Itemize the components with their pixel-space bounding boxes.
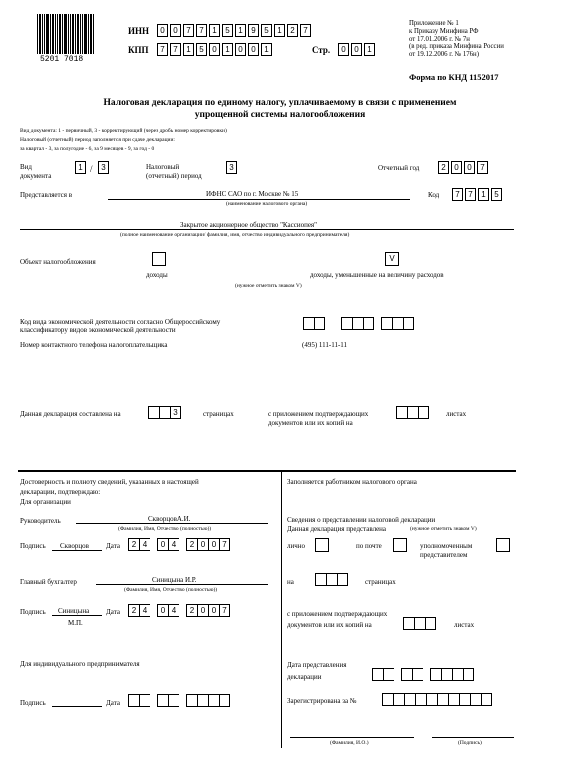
head-signature[interactable]: Скворцов — [60, 542, 89, 550]
registered-cell[interactable] — [382, 693, 393, 706]
head-sign-label: Подпись — [20, 542, 46, 550]
submitted-label: Представляется в — [20, 191, 73, 199]
appendix-line: к Приказу Минфина РФ — [409, 27, 479, 35]
accountant-date-cell[interactable]: 0 — [197, 604, 208, 617]
ip-date-cell[interactable] — [128, 694, 139, 707]
ip-sign-label: Подпись — [20, 699, 46, 707]
signature-caption: (Подпись) — [458, 740, 482, 746]
okved-group1[interactable] — [303, 317, 325, 330]
pages-suffix: страницах — [203, 410, 234, 418]
ip-date-cell[interactable] — [157, 694, 168, 707]
object-caption: (нужное отметить знаком V) — [235, 283, 302, 289]
pages-prefix: Данная декларация составлена на — [20, 410, 121, 418]
barcode-number: 5201 7018 — [40, 55, 84, 64]
info-caption: (нужное отметить знаком V) — [410, 526, 477, 532]
kpp-cell[interactable]: 1 — [222, 43, 233, 56]
kpp-cell[interactable]: 0 — [209, 43, 220, 56]
right-attach-cells[interactable] — [403, 617, 436, 630]
barcode — [37, 14, 97, 54]
kpp-label: КПП — [128, 45, 149, 55]
period-cell[interactable]: 3 — [226, 161, 237, 174]
tax-authority-heading: Заполняется работником налогового органа — [287, 478, 417, 486]
okved-label-line1: Код вида экономической деятельности согласно Общероссийскому — [20, 318, 221, 326]
accountant-signature[interactable]: Синицына — [58, 607, 90, 615]
fio-caption: (Фамилия, И.О.) — [330, 740, 369, 746]
appendix-block — [409, 20, 504, 59]
authorized-checkbox[interactable] — [496, 538, 510, 552]
year-label: Отчетный год — [378, 164, 420, 172]
page-cells[interactable] — [338, 43, 377, 56]
registered-cell[interactable] — [393, 693, 404, 706]
accountant-date-cell[interactable]: 4 — [139, 604, 150, 617]
ip-date-cells[interactable] — [128, 694, 230, 707]
right-pages-cells[interactable] — [315, 573, 348, 586]
submit-date-cell[interactable] — [412, 668, 423, 681]
phone-label: Номер контактного телефона налогоплательщика — [20, 341, 168, 349]
doc-type-cell[interactable]: 1 — [75, 161, 86, 174]
submit-date-label2: декларации — [287, 673, 322, 681]
right-attach1: с приложением подтверждающих — [287, 610, 388, 618]
ip-date-label: Дата — [106, 699, 120, 707]
kpp-cell[interactable]: 1 — [183, 43, 194, 56]
code-label: Код — [428, 191, 440, 199]
registered-label: Зарегистрирована за № — [287, 697, 357, 705]
appendix-line: Приложение № 1 — [409, 20, 459, 27]
appendix-line: (в ред. приказа Минфина России — [409, 43, 504, 51]
doc-type-slash: / — [90, 164, 93, 174]
code-cell[interactable]: 1 — [478, 188, 489, 201]
attachments-cells[interactable] — [396, 406, 429, 419]
kpp-cell[interactable]: 7 — [157, 43, 168, 56]
accountant-date-cells[interactable] — [128, 604, 230, 617]
accountant-date-cell[interactable]: 4 — [168, 604, 179, 617]
pages-count-cell[interactable]: 3 — [170, 406, 181, 419]
submit-date-cell[interactable] — [441, 668, 452, 681]
authority-caption: (наименование налогового органа) — [226, 201, 308, 207]
registered-cell[interactable] — [404, 693, 415, 706]
authorized-label1: уполномоченным — [420, 542, 473, 550]
authorized-label2: представителем — [420, 551, 468, 559]
page-cell[interactable]: 0 — [351, 43, 362, 56]
column-divider — [281, 470, 282, 748]
authority-name: ИФНС САО по г. Москве № 15 — [206, 190, 299, 198]
accountant-name-caption: (Фамилия, Имя, Отчество (полностью)) — [124, 587, 218, 593]
kpp-cell[interactable]: 0 — [235, 43, 246, 56]
kpp-cell[interactable]: 1 — [261, 43, 272, 56]
submit-date-cell[interactable] — [452, 668, 463, 681]
accountant-name: Синицына И.Р. — [152, 576, 197, 584]
head-date-cell[interactable]: 2 — [128, 538, 139, 551]
registered-cell[interactable] — [437, 693, 448, 706]
info-heading2: Данная декларация представлена — [287, 525, 387, 533]
by-mail-label: по почте — [356, 542, 382, 550]
for-organization: Для организации — [20, 498, 71, 506]
on-label: на — [287, 578, 294, 586]
accountant-label: Главный бухгалтер — [20, 578, 77, 586]
submit-date-cell[interactable] — [463, 668, 474, 681]
stamp-label: М.П. — [68, 619, 83, 627]
ip-date-cell[interactable] — [186, 694, 197, 707]
kpp-cell[interactable]: 7 — [170, 43, 181, 56]
submit-date-label1: Дата представления — [287, 661, 347, 669]
inn-cell[interactable]: 2 — [287, 24, 298, 37]
accountant-sign-underline — [52, 615, 102, 616]
in-person-label: лично — [287, 542, 306, 550]
income-minus-expenses-label: доходы, уменьшенные на величину расходов — [310, 271, 444, 279]
accountant-sign-label: Подпись — [20, 608, 46, 616]
inn-cell[interactable]: 5 — [222, 24, 233, 37]
right-pages-label: страницах — [365, 578, 396, 586]
accountant-underline — [96, 584, 268, 585]
section-divider — [18, 470, 516, 472]
okved-label-line2: классификатору видов экономической деятельности — [20, 326, 176, 334]
accountant-date-cell[interactable]: 2 — [186, 604, 197, 617]
info-heading1: Сведения о представлении налоговой декларации — [287, 516, 436, 524]
period-label2: (отчетный) период — [146, 172, 202, 180]
submit-date-cell[interactable] — [383, 668, 394, 681]
income-label: доходы — [146, 271, 168, 279]
year-cells[interactable] — [438, 161, 490, 174]
head-date-cell[interactable]: 0 — [208, 538, 219, 551]
head-date-cell[interactable]: 2 — [186, 538, 197, 551]
ip-date-cell[interactable] — [139, 694, 150, 707]
ip-date-cell[interactable] — [208, 694, 219, 707]
pages-cells[interactable] — [148, 406, 181, 419]
right-attach-sheets: листах — [454, 621, 475, 629]
right-attach2: документов или их копий на — [287, 621, 372, 629]
head-name: СкворцовА.И. — [148, 515, 191, 523]
year-cell[interactable]: 2 — [438, 161, 449, 174]
inn-cell[interactable]: 0 — [157, 24, 168, 37]
kpp-cells[interactable] — [157, 43, 274, 56]
registered-cell[interactable] — [426, 693, 437, 706]
inn-cell[interactable]: 1 — [274, 24, 285, 37]
registered-cell[interactable] — [481, 693, 492, 706]
head-date-cell[interactable]: 0 — [157, 538, 168, 551]
head-underline — [76, 523, 268, 524]
inn-cell[interactable]: 1 — [235, 24, 246, 37]
ip-date-cell[interactable] — [168, 694, 179, 707]
attachments-label2: документов или их копий на — [268, 419, 353, 427]
registered-cell[interactable] — [415, 693, 426, 706]
document-title-line1: Налоговая декларация по единому налогу, уплачиваемому в связи с применением — [103, 98, 457, 108]
note-doc-type: Вид документа: 1 - первичный, 3 - корректирующий (через дробь номер корректировки) — [20, 128, 227, 134]
head-date-cells[interactable] — [128, 538, 230, 551]
head-date-cell[interactable]: 4 — [168, 538, 179, 551]
attachments-label: с приложением подтверждающих — [268, 410, 369, 418]
note-period-values: за квартал - 3, за полугодие - 6, за 9 месяцев - 9, за год - 0 — [20, 146, 155, 152]
period-label: Налоговый — [146, 163, 180, 171]
reliability-line2: декларации, подтверждаю: — [20, 488, 101, 496]
code-cell[interactable]: 7 — [465, 188, 476, 201]
submit-date-cell[interactable] — [372, 668, 383, 681]
registered-cells[interactable] — [382, 693, 492, 706]
submit-date-cells[interactable] — [372, 668, 474, 681]
year-cell[interactable]: 0 — [451, 161, 462, 174]
inn-cell[interactable]: 1 — [209, 24, 220, 37]
doc-type-label2: документа — [20, 172, 52, 180]
fio-line — [290, 737, 414, 738]
appendix-line: от 17.01.2006 г. № 7н — [409, 35, 470, 43]
kpp-cell[interactable]: 0 — [248, 43, 259, 56]
kpp-cell[interactable]: 5 — [196, 43, 207, 56]
reliability-line1: Достоверность и полноту сведений, указанных в настоящей — [20, 478, 199, 486]
attachments-sheets: листах — [446, 410, 467, 418]
pages-count-cell[interactable] — [159, 406, 170, 419]
doc-type-label: Вид — [20, 163, 32, 171]
head-date-cell[interactable]: 0 — [197, 538, 208, 551]
okved-group3[interactable] — [381, 317, 414, 330]
organization-name: Закрытое акционерное общество "Кассиопея" — [180, 221, 318, 229]
object-label: Объект налогообложения — [20, 258, 96, 266]
ip-date-cell[interactable] — [219, 694, 230, 707]
submit-date-cell[interactable] — [401, 668, 412, 681]
registered-cell[interactable] — [448, 693, 459, 706]
income-minus-expenses-checkbox[interactable]: V — [385, 252, 399, 266]
organization-caption: (полное наименование организации/ фамилия, имя, отчество индивидуального предпринимателя) — [120, 232, 350, 238]
pages-count-cell[interactable] — [148, 406, 159, 419]
submit-date-cell[interactable] — [430, 668, 441, 681]
ip-sign-underline — [52, 706, 102, 707]
inn-cell[interactable]: 7 — [183, 24, 194, 37]
head-date-cell[interactable]: 7 — [219, 538, 230, 551]
inn-cell[interactable]: 7 — [300, 24, 311, 37]
in-person-checkbox[interactable] — [315, 538, 329, 552]
accountant-date-label: Дата — [106, 608, 120, 616]
phone-value[interactable]: (495) 111-11-11 — [302, 341, 348, 349]
note-period: Налоговый (отчетный) период заполняется при сдаче декларации: — [20, 137, 175, 143]
doc-correction-cell[interactable]: 3 — [98, 161, 109, 174]
document-title-line2: упрощенной системы налогообложения — [194, 110, 366, 120]
for-individual: Для индивидуального предпринимателя — [20, 660, 140, 668]
code-cells[interactable] — [452, 188, 504, 201]
year-cell[interactable]: 0 — [464, 161, 475, 174]
accountant-date-cell[interactable]: 0 — [208, 604, 219, 617]
inn-cell[interactable]: 5 — [261, 24, 272, 37]
page-label: Стр. — [312, 45, 331, 55]
head-date-label: Дата — [106, 542, 120, 550]
code-cell[interactable]: 7 — [452, 188, 463, 201]
inn-cell[interactable]: 0 — [170, 24, 181, 37]
ip-date-cell[interactable] — [197, 694, 208, 707]
page-cell[interactable]: 0 — [338, 43, 349, 56]
inn-cell[interactable]: 9 — [248, 24, 259, 37]
accountant-date-cell[interactable]: 7 — [219, 604, 230, 617]
inn-cell[interactable]: 7 — [196, 24, 207, 37]
inn-cells[interactable] — [157, 24, 313, 37]
authority-underline — [108, 199, 410, 200]
organization-underline — [20, 229, 514, 230]
okved-group2[interactable] — [341, 317, 374, 330]
head-label: Руководитель — [20, 517, 61, 525]
by-mail-checkbox[interactable] — [393, 538, 407, 552]
signature-line — [432, 737, 514, 738]
registered-cell[interactable] — [470, 693, 481, 706]
accountant-date-cell[interactable]: 0 — [157, 604, 168, 617]
appendix-line: от 19.12.2006 г. № 176н) — [409, 51, 479, 59]
page-cell[interactable]: 1 — [364, 43, 375, 56]
head-date-cell[interactable]: 4 — [139, 538, 150, 551]
income-checkbox[interactable] — [152, 252, 166, 266]
registered-cell[interactable] — [459, 693, 470, 706]
head-name-caption: (Фамилия, Имя, Отчество (полностью)) — [118, 526, 212, 532]
head-sign-underline — [52, 550, 102, 551]
code-cell[interactable]: 5 — [491, 188, 502, 201]
year-cell[interactable]: 7 — [477, 161, 488, 174]
accountant-date-cell[interactable]: 2 — [128, 604, 139, 617]
form-code: Форма по КНД 1152017 — [409, 72, 499, 82]
inn-label: ИНН — [128, 26, 150, 36]
